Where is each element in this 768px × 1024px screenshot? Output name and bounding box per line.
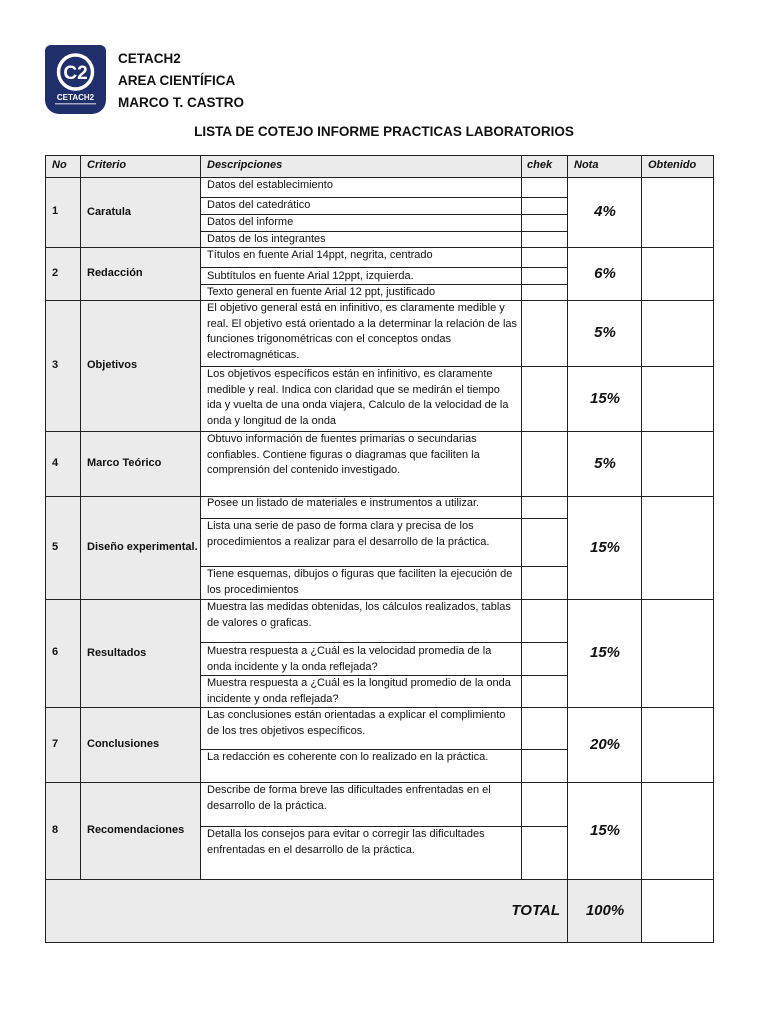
row-6-desc-3: Muestra respuesta a ¿Cuál es la longitud promedio de la onda incidente y onda reflejada? (207, 677, 511, 705)
row-5-no: 5 (52, 540, 59, 553)
divider-nota-obtenido (641, 155, 642, 943)
divider-no-criterio (80, 155, 81, 879)
row-7-nota: 20% (589, 735, 621, 753)
subrule (201, 231, 568, 232)
row-5-desc-3: Tiene esquemas, dibujos o figuras que faciliten la ejecución de los procedimientos (207, 568, 513, 596)
row-3-no: 3 (52, 358, 59, 371)
row-6-criterio: Resultados (87, 646, 147, 659)
col-header-criterio: Criterio (87, 159, 127, 172)
total-value: 100% (585, 901, 625, 919)
row-5-nota: 15% (589, 538, 621, 556)
rule-row-8 (45, 879, 714, 880)
org-area: AREA CIENTÍFICA (118, 73, 236, 88)
document-title: LISTA DE COTEJO INFORME PRACTICAS LABORATORIOS (194, 124, 574, 139)
subrule (201, 642, 568, 643)
row-7-no: 7 (52, 737, 59, 750)
row-1-desc-1: Datos del establecimiento (207, 179, 333, 191)
subrule (201, 749, 568, 750)
rule-row-2 (45, 300, 714, 301)
row-2-desc-2: Subtítulos en fuente Arial 12ppt, izquierda. (207, 270, 414, 282)
subrule (201, 675, 568, 676)
row-1-no: 1 (52, 205, 59, 218)
rule-row-3 (45, 431, 714, 432)
rule-row-6 (45, 707, 714, 708)
row-8-desc-1: Describe de forma breve las dificultades enfrentadas en el desarrollo de la práctica. (207, 784, 491, 812)
subrule (201, 366, 714, 367)
rule-row-7 (45, 782, 714, 783)
subrule (201, 826, 568, 827)
row-5-criterio: Diseño experimental. (87, 541, 198, 553)
row-2-criterio: Redacción (87, 267, 143, 279)
row-2-desc-3: Texto general en fuente Arial 12 ppt, justificado (207, 286, 436, 298)
col-header-descripciones: Descripciones (207, 159, 283, 172)
rule-row-4 (45, 496, 714, 497)
subrule (201, 197, 568, 198)
row-6-desc-1: Muestra las medidas obtenidas, los cálculos realizados, tablas de valores o graficas. (207, 601, 511, 629)
row-4-desc-1: Obtuvo información de fuentes primarias o secundarias confiables. Contiene figuras o diagramas que faciliten la comprensión del contenido investigado. (207, 433, 480, 476)
row-8-no: 8 (52, 823, 59, 836)
row-4-criterio: Marco Teórico (87, 457, 162, 469)
rule-row-1 (45, 247, 714, 248)
col-header-nota: Nota (574, 159, 599, 172)
logo-caption: CETACH2 (56, 93, 95, 102)
row-3-desc-2: Los objetivos específicos están en infinitivo, es claramente medible y real. Indica con claridad que se medirán el tiempo ida y vuelta de una onda viajera, Calculo de la velocidad de la onda y longitud de la onda (207, 368, 509, 427)
row-1-nota: 4% (594, 203, 616, 221)
col-header-no: No (52, 159, 67, 172)
logo-text: C2 (63, 63, 88, 84)
subrule (201, 566, 568, 567)
subrule (201, 284, 568, 285)
row-1-criterio: Caratula (87, 205, 132, 218)
row-7-criterio: Conclusiones (87, 738, 160, 750)
row-4-nota: 5% (594, 454, 616, 472)
divider-desc-chek (521, 155, 522, 879)
row-1-desc-4: Datos de los integrantes (207, 233, 326, 245)
row-2-no: 2 (52, 266, 59, 279)
row-3-desc-1: El objetivo general está en infinitivo, es claramente medible y real. El objetivo está orientado a la determinar la relación de las funciones trigonométricas con el conceptos ondas electromagnéticas. (207, 302, 518, 361)
row-7-desc-2: La redacción es coherente con lo realizado en la práctica. (207, 751, 489, 763)
border-top (45, 155, 714, 156)
org-teacher: MARCO T. CASTRO (118, 95, 244, 110)
col-header-obtenido: Obtenido (648, 159, 697, 172)
border-right (713, 155, 714, 943)
rule-header (45, 177, 714, 178)
subrule (201, 518, 568, 519)
row-6-nota: 15% (589, 644, 621, 662)
row-8-nota: 15% (589, 821, 621, 839)
row-2-desc-1: Títulos en fuente Arial 14ppt, negrita, centrado (207, 249, 433, 261)
row-1-desc-3: Datos del informe (207, 216, 294, 228)
row-2-nota: 6% (594, 264, 616, 282)
subrule (201, 214, 568, 215)
row-1-desc-2: Datos del catedrático (207, 199, 311, 211)
rule-row-5 (45, 599, 714, 600)
subrule (201, 267, 568, 268)
row-5-desc-1: Posee un listado de materiales e instrumentos a utilizar. (207, 497, 480, 509)
row-8-desc-2: Detalla los consejos para evitar o corregir las dificultades enfrentadas en el desarrollo de la práctica. (207, 828, 485, 856)
col-header-chek: chek (527, 159, 553, 172)
row-3-nota-1: 5% (594, 324, 616, 342)
divider-chek-nota (567, 155, 568, 943)
border-bottom (45, 942, 714, 943)
row-4-no: 4 (52, 456, 59, 469)
org-name: CETACH2 (118, 51, 181, 66)
row-3-nota-2: 15% (589, 389, 621, 407)
total-label: TOTAL (511, 901, 560, 919)
row-3-criterio: Objetivos (87, 359, 138, 371)
row-7-desc-1: Las conclusiones están orientadas a explicar el complimiento de los tres objetivos específicos. (207, 709, 506, 737)
border-left (45, 155, 46, 943)
row-6-no: 6 (52, 646, 59, 659)
row-6-desc-2: Muestra respuesta a ¿Cuál es la velocidad promedia de la onda incidente y la onda reflejada? (207, 645, 492, 673)
row-8-criterio: Recomendaciones (87, 824, 185, 836)
divider-criterio-desc (200, 155, 201, 879)
row-5-desc-2: Lista una serie de paso de forma clara y precisa de los procedimientos a realizar para el desarrollo de la práctica. (207, 520, 490, 548)
